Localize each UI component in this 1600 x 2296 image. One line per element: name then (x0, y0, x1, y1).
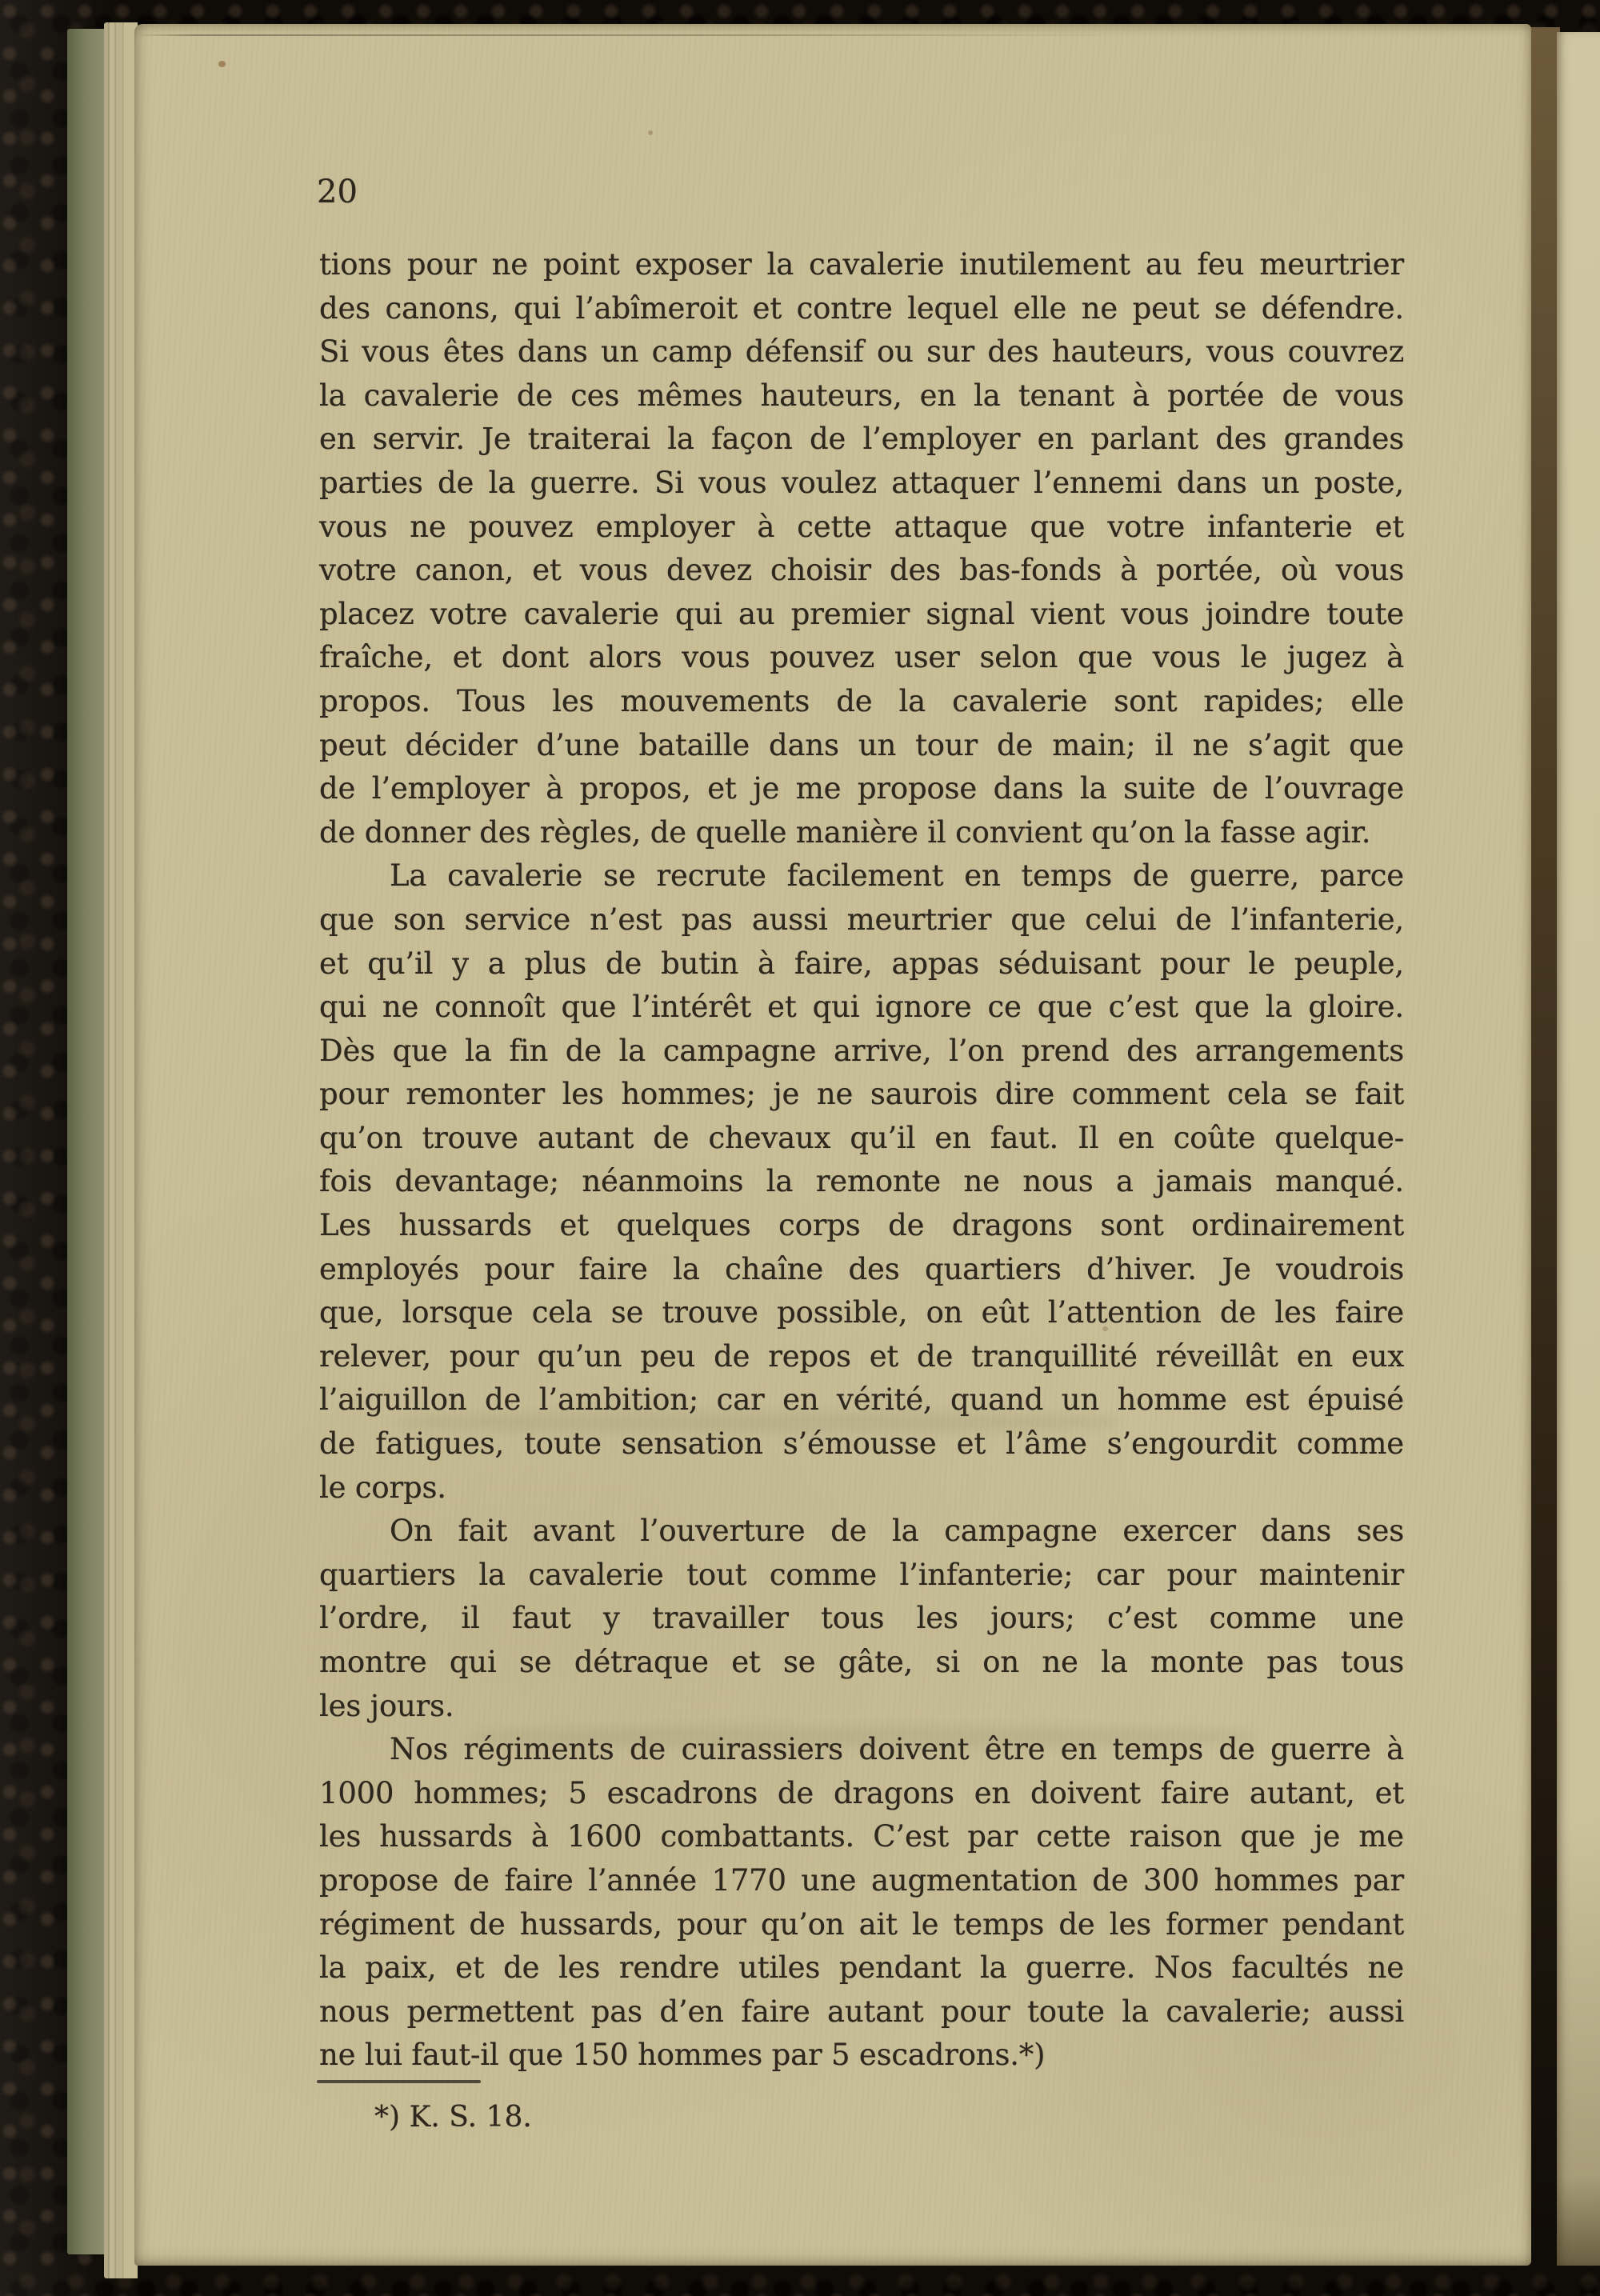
text-line: régiment de hussards, pour qu’on ait le temps de les former pendant (319, 1906, 1404, 1942)
text-line: ne lui faut-il que 150 hommes par 5 escadrons.*) (319, 2038, 1046, 2073)
paper-speck (648, 130, 653, 135)
text-line: fois devantage; néanmoins la remonte ne nous a jamais manqué. (319, 1164, 1404, 1199)
text-line: placez votre cavalerie qui au premier signal vient vous joindre toute (319, 596, 1404, 631)
text-line: Les hussards et quelques corps de dragons sont ordinairement (319, 1208, 1404, 1243)
book-page (134, 24, 1531, 2266)
text-line: La cavalerie se recrute facilement en temps de guerre, parce (390, 858, 1404, 894)
text-line: Nos régiments de cuirassiers doivent être en temps de guerre à (390, 1732, 1404, 1767)
text-line: que, lorsque cela se trouve possible, on eût l’attention de les faire (319, 1295, 1404, 1330)
text-line: de fatigues, toute sensation s’émousse et l’âme s’engourdit comme (319, 1426, 1404, 1462)
text-line: vous ne pouvez employer à cette attaque que votre infanterie et (319, 509, 1404, 544)
text-line: propos. Tous les mouvements de la cavalerie sont rapides; elle (319, 683, 1404, 718)
text-line: que son service n’est pas aussi meurtrier que celui de l’infanterie, (319, 902, 1404, 937)
text-line: On fait avant l’ouverture de la campagne exercer dans ses (390, 1514, 1404, 1549)
page-gap-shadow (1528, 27, 1560, 2267)
text-line: propose de faire l’année 1770 une augmentation de 300 hommes par (319, 1862, 1404, 1898)
text-line: tions pour ne point exposer la cavalerie inutilement au feu meurtrier (319, 247, 1404, 282)
text-line: pour remonter les hommes; je ne saurois dire comment cela se fait (319, 1077, 1404, 1112)
text-line: Si vous êtes dans un camp défensif ou sur des hauteurs, vous couvrez (319, 334, 1404, 370)
text-line: l’ordre, il faut y travailler tous les jours; c’est comme une (319, 1601, 1404, 1636)
text-line: de l’employer à propos, et je me propose dans la suite de l’ouvrage (319, 771, 1404, 806)
text-line: nous permettent pas d’en faire autant pour toute la cavalerie; aussi (319, 1994, 1404, 2029)
text-line: Dès que la fin de la campagne arrive, l’on prend des arrangements (319, 1033, 1404, 1068)
text-line: qui ne connoît que l’intérêt et qui ignore ce que c’est que la gloire. (319, 990, 1404, 1025)
text-line: la paix, et de les rendre utiles pendant la guerre. Nos facultés ne (319, 1950, 1404, 1986)
text-line: peut décider d’une bataille dans un tour de main; il ne s’agit que (319, 727, 1404, 762)
text-line: la cavalerie de ces mêmes hauteurs, en la tenant à portée de vous (319, 378, 1404, 413)
text-line: des canons, qui l’abîmeroit et contre lequel elle ne peut se défendre. (319, 290, 1404, 326)
text-line: montre qui se détraque et se gâte, si on ne la monte pas tous (319, 1645, 1404, 1679)
paper-speck (218, 61, 226, 67)
body-text (319, 243, 1404, 2078)
text-line: l’aiguillon de l’ambition; car en vérité, quand un homme est épuisé (319, 1382, 1404, 1418)
footnote-text: *) K. S. 18. (374, 2101, 532, 2134)
text-line: employés pour faire la chaîne des quartiers d’hiver. Je voudrois (319, 1251, 1404, 1286)
facing-page-edge (1557, 32, 1600, 2266)
under-page-edge (67, 29, 107, 2254)
text-line: et qu’il y a plus de butin à faire, appas séduisant pour le peuple, (319, 946, 1404, 981)
text-line: parties de la guerre. Si vous voulez attaquer l’ennemi dans un poste, (319, 465, 1404, 500)
text-line: le corps. (319, 1470, 446, 1505)
page-stack-edges (104, 22, 138, 2278)
page-number: 20 (317, 174, 358, 210)
text-line: fraîche, et dont alors vous pouvez user selon que vous le jugez à (319, 640, 1404, 675)
footnote-rule (317, 2080, 481, 2083)
text-line: qu’on trouve autant de chevaux qu’il en faut. Il en coûte quelque- (319, 1120, 1404, 1155)
text-line: quartiers la cavalerie tout comme l’infanterie; car pour maintenir (319, 1557, 1404, 1592)
text-line: 1000 hommes; 5 escadrons de dragons en doivent faire autant, et (319, 1775, 1404, 1810)
text-line: en servir. Je traiterai la façon de l’employer en parlant des grandes (319, 422, 1404, 457)
text-line: relever, pour qu’un peu de repos et de tranquillité réveillât en eux (319, 1338, 1404, 1374)
text-line: les jours. (319, 1688, 454, 1723)
text-line: votre canon, et vous devez choisir des bas-fonds à portée, où vous (319, 553, 1404, 588)
text-line: de donner des règles, de quelle manière il convient qu’on la fasse agir. (319, 814, 1371, 850)
text-line: les hussards à 1600 combattants. C’est par cette raison que je me (319, 1819, 1404, 1854)
embossed-frame-line (134, 34, 1126, 36)
